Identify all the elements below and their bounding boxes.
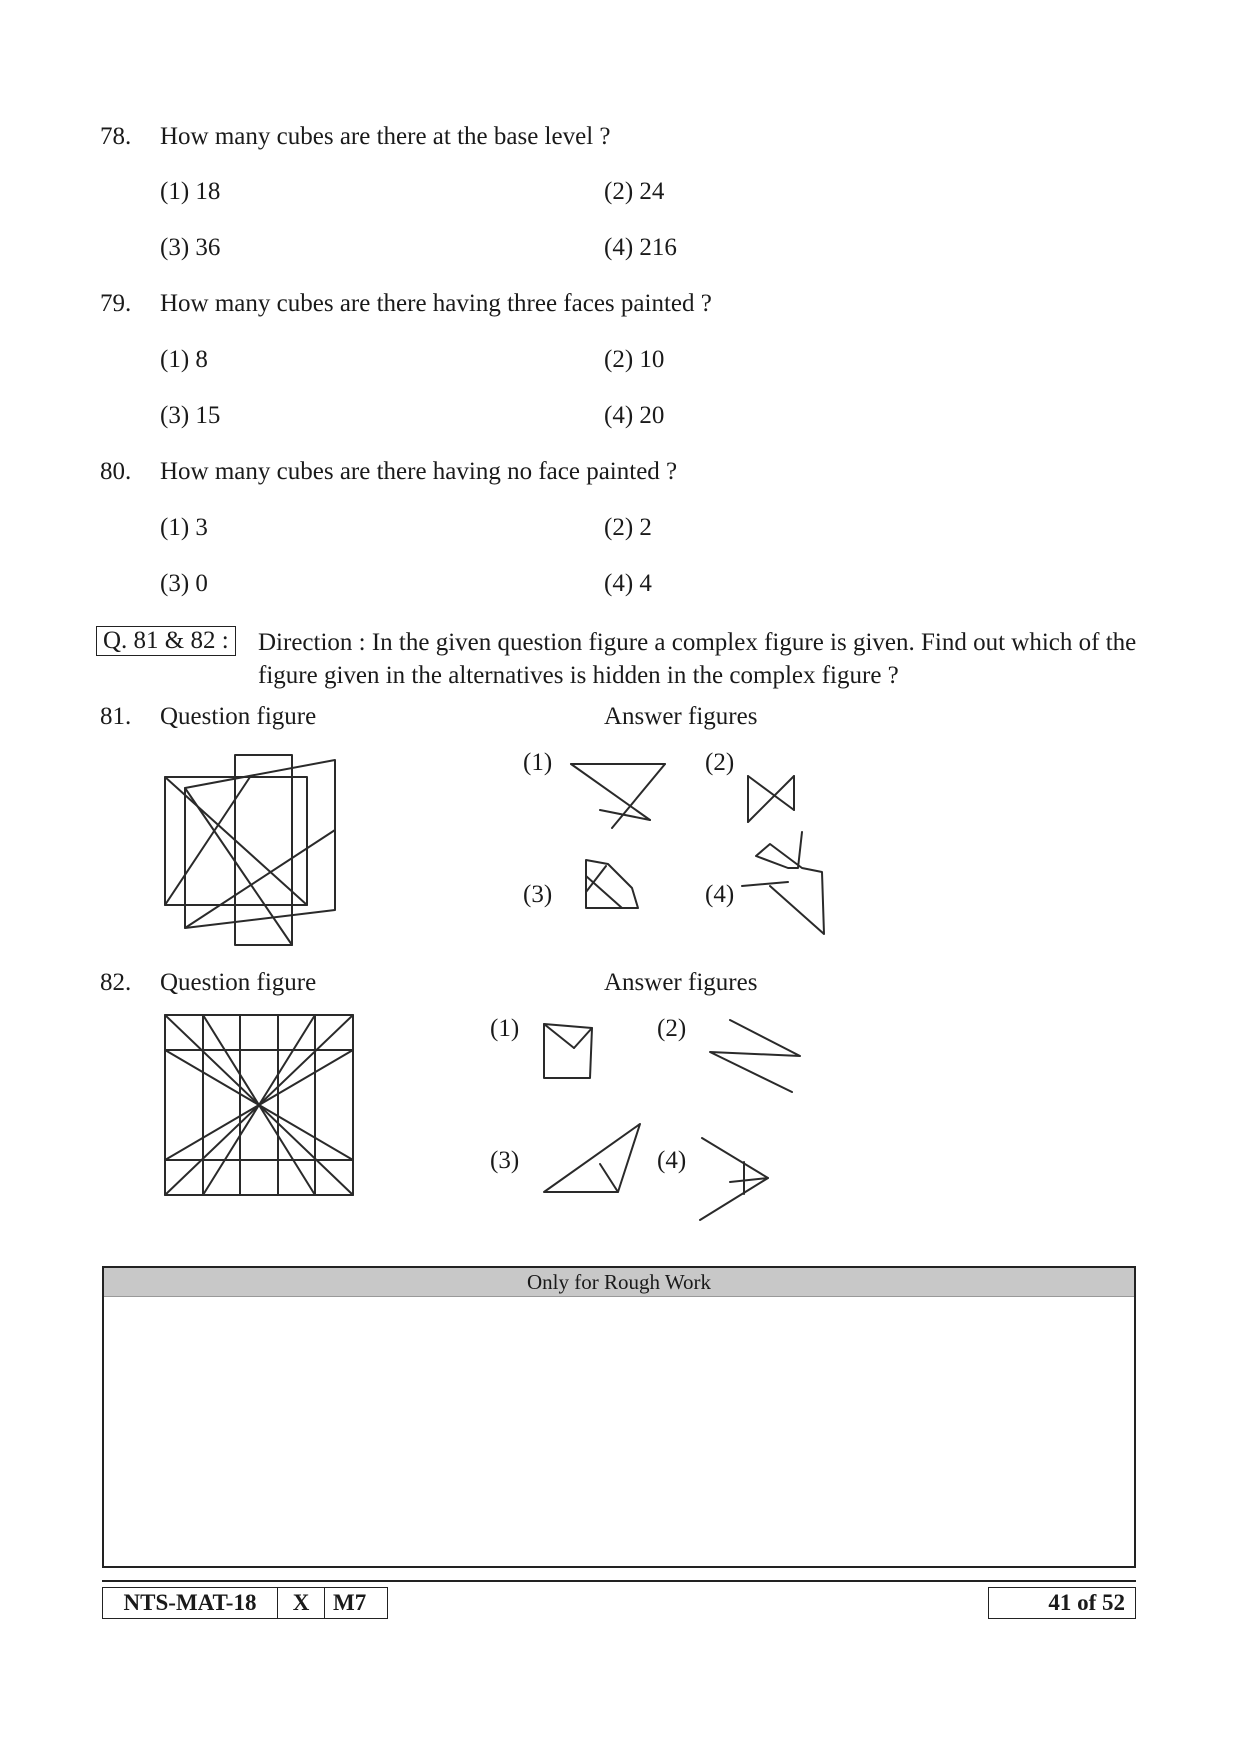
footer-exam-code: NTS-MAT-18 — [102, 1587, 278, 1619]
question-81-answer-3-label: (3) — [523, 881, 553, 908]
question-82-answer-3-figure — [540, 1120, 644, 1196]
question-81-answer-4-label: (4) — [705, 881, 735, 908]
question-81-answer-2-figure — [744, 770, 800, 826]
question-82-answer-2-figure — [706, 1016, 806, 1096]
footer-rule — [102, 1580, 1136, 1582]
question-79-text: How many cubes are there having three faces painted ? — [160, 290, 712, 317]
question-80-number: 80. — [100, 458, 132, 485]
question-78-option-3: (3) 36 — [160, 234, 221, 261]
question-80-option-4: (4) 4 — [604, 570, 652, 597]
rough-work-title: Only for Rough Work — [104, 1268, 1134, 1297]
question-82-figure-label: Question figure — [160, 969, 317, 996]
question-81-answer-1-label: (1) — [523, 749, 553, 776]
question-81-figure — [160, 750, 340, 950]
question-80-option-2: (2) 2 — [604, 514, 652, 541]
question-82-answer-1-label: (1) — [490, 1015, 520, 1042]
question-82-answer-4-figure — [694, 1134, 774, 1224]
footer-page-number: 41 of 52 — [988, 1587, 1136, 1619]
footer-set: M7 — [324, 1587, 388, 1619]
question-82-answer-1-figure — [540, 1020, 602, 1084]
question-82-number: 82. — [100, 969, 132, 996]
question-79-option-3: (3) 15 — [160, 402, 221, 429]
question-82-answer-4-label: (4) — [657, 1147, 687, 1174]
question-79-option-4: (4) 20 — [604, 402, 665, 429]
question-81-answer-2-label: (2) — [705, 749, 735, 776]
question-80-text: How many cubes are there having no face painted ? — [160, 458, 678, 485]
question-80-option-1: (1) 3 — [160, 514, 208, 541]
question-79-option-1: (1) 8 — [160, 346, 208, 373]
question-80-option-3: (3) 0 — [160, 570, 208, 597]
question-79-number: 79. — [100, 290, 132, 317]
question-79-option-2: (2) 10 — [604, 346, 665, 373]
question-78-number: 78. — [100, 123, 132, 150]
direction-label: Q. 81 & 82 : — [96, 626, 236, 656]
question-82-figure — [160, 1010, 360, 1200]
direction-text: Direction : In the given question figure a complex figure is given. Find out which of the figure given in the alternatives is hidden in the complex figure ? — [258, 629, 1137, 689]
question-78-option-2: (2) 24 — [604, 178, 665, 205]
question-81-number: 81. — [100, 703, 132, 730]
question-82-answer-2-label: (2) — [657, 1015, 687, 1042]
rough-work-box — [102, 1266, 1136, 1568]
footer-class: X — [277, 1587, 325, 1619]
question-81-answer-label: Answer figures — [604, 703, 758, 730]
question-82-answer-label: Answer figures — [604, 969, 758, 996]
question-81-answer-1-figure — [568, 758, 668, 830]
question-81-figure-label: Question figure — [160, 703, 317, 730]
question-78-text: How many cubes are there at the base level ? — [160, 123, 611, 150]
question-82-answer-3-label: (3) — [490, 1147, 520, 1174]
question-78-option-1: (1) 18 — [160, 178, 221, 205]
question-81-answer-3-figure — [582, 856, 644, 912]
question-81-answer-4-figure — [740, 828, 830, 938]
question-78-option-4: (4) 216 — [604, 234, 677, 261]
